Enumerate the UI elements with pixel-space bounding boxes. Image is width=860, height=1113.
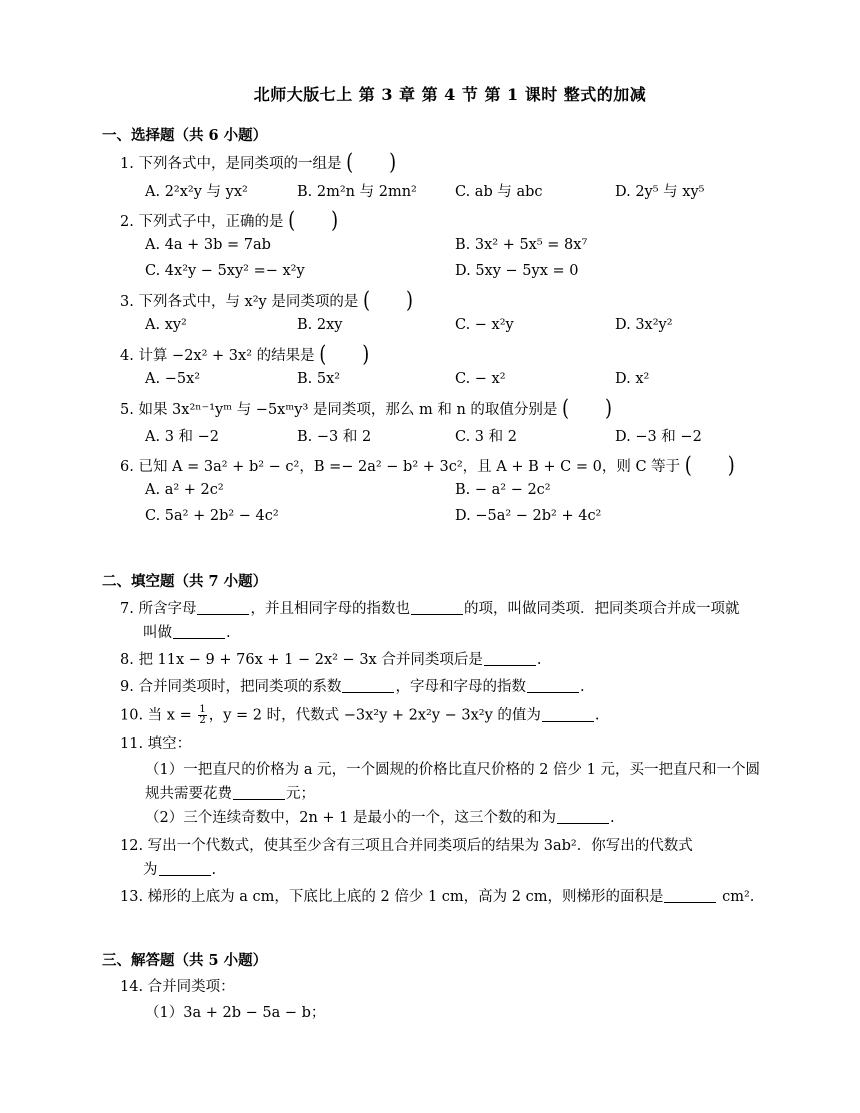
question-12-line2 — [143, 860, 216, 880]
fraction-numerator: 1 — [199, 704, 206, 715]
question-9-text: ，字母和字母的指数 — [395, 679, 526, 695]
option-c: C. − x² — [455, 371, 506, 387]
question-5-stem: 5. 如果 3x²ⁿ⁻¹yᵐ 与 −5xᵐy³ 是同类项，那么 m 和 n 的取值分别是 — [120, 402, 558, 418]
question-2-stem: 2. 下列式子中，正确的是 — [120, 214, 284, 230]
question-9 — [120, 677, 585, 697]
option-c: C. 4x²y − 5xy² =− x²y — [145, 263, 305, 279]
question-7-text: 7. 所含字母 — [120, 601, 197, 617]
question-13-text: 13. 梯形的上底为 a cm，下底比上底的 2 倍少 1 cm，高为 2 cm，则梯形的面积是 — [120, 889, 664, 905]
fraction-denominator: 2 — [199, 715, 206, 726]
question-2-options-row2 — [145, 263, 765, 283]
question-10-text: . — [594, 707, 600, 724]
answer-blank[interactable] — [664, 888, 716, 903]
question-7-text: ，并且相同字母的指数也 — [250, 601, 410, 617]
option-d: D. 3x²y² — [615, 317, 673, 333]
question-10-text: 10. 当 x = — [120, 707, 197, 724]
answer-paren: ( ) — [562, 395, 613, 422]
question-1-options — [145, 180, 765, 200]
option-d: D. x² — [615, 371, 650, 387]
question-6-options-row1 — [145, 482, 765, 502]
question-1 — [120, 149, 397, 176]
option-d: D. 5xy − 5yx = 0 — [455, 263, 579, 279]
question-7-line1 — [120, 599, 739, 619]
section-heading-fill: 二、填空题（共 7 小题） — [102, 573, 268, 590]
answer-blank[interactable] — [342, 678, 394, 693]
option-b: B. 3x² + 5x⁵ = 8x⁷ — [455, 237, 588, 253]
answer-blank[interactable] — [159, 861, 211, 876]
question-11-sub1-line2 — [145, 784, 315, 804]
answer-blank[interactable] — [542, 707, 594, 722]
question-13 — [120, 887, 754, 907]
answer-blank[interactable] — [557, 809, 609, 824]
option-a: A. −5x² — [145, 371, 201, 387]
question-3-stem: 3. 下列各式中，与 x²y 是同类项的是 — [120, 294, 359, 310]
question-8-text: . — [536, 652, 542, 668]
question-6-stem: 6. 已知 A = 3a² + b² − c²，B =− 2a² − b² + 3c²，且 A + B + C = 0，则 C 等于 — [120, 459, 681, 475]
option-a: A. 3 和 −2 — [145, 429, 220, 445]
answer-blank[interactable] — [484, 651, 536, 666]
question-6 — [120, 452, 735, 479]
question-7-line2 — [143, 623, 231, 643]
answer-paren: ( ) — [684, 452, 735, 479]
question-9-text: . — [579, 679, 585, 695]
answer-paren: ( ) — [362, 287, 413, 314]
question-13-text: cm². — [717, 889, 755, 905]
question-7-text: . — [226, 625, 231, 641]
question-5 — [120, 395, 613, 422]
question-4-options — [145, 371, 765, 391]
option-c: C. ab 与 abc — [455, 184, 543, 200]
page-title: 北师大版七上 第 3 章 第 4 节 第 1 课时 整式的加减 — [253, 85, 647, 104]
question-11-stem: 11. 填空： — [120, 736, 192, 752]
option-a: A. xy² — [145, 317, 187, 333]
answer-paren: ( ) — [346, 149, 397, 176]
answer-paren: ( ) — [319, 341, 370, 368]
question-7-text: 叫做 — [143, 625, 172, 641]
question-2 — [120, 207, 339, 234]
question-4 — [120, 341, 370, 368]
option-a: A. 2²x²y 与 yx² — [145, 184, 248, 200]
question-10-text: ，y = 2 时，代数式 −3x²y + 2x²y − 3x²y 的值为 — [208, 707, 541, 724]
question-11-text: 规共需要花费 — [145, 786, 232, 802]
question-14-stem: 14. 合并同类项： — [120, 979, 235, 995]
question-6-options-row2 — [145, 508, 765, 528]
option-b: B. 2xy — [297, 317, 343, 333]
option-d: D. −5a² − 2b² + 4c² — [455, 508, 602, 524]
answer-blank[interactable] — [411, 600, 463, 615]
question-11-text: 元； — [286, 786, 315, 802]
question-12-line1: 12. 写出一个代数式，使其至少含有三项且合并同类项后的结果为 3ab²．你写出的代数式 — [120, 838, 693, 854]
question-11-sub1-line1: （1）一把直尺的价格为 a 元，一个圆规的价格比直尺价格的 2 倍少 1 元，买一把直尺和一个圆 — [145, 762, 760, 778]
question-8 — [120, 650, 541, 670]
option-a: A. a² + 2c² — [145, 482, 224, 498]
answer-blank[interactable] — [197, 600, 249, 615]
option-b: B. −3 和 2 — [297, 429, 372, 445]
question-12-text: 为 — [143, 862, 158, 878]
question-4-stem: 4. 计算 −2x² + 3x² 的结果是 — [120, 348, 315, 364]
option-b: B. 5x² — [297, 371, 341, 387]
section-heading-solve: 三、解答题（共 5 小题） — [102, 952, 268, 969]
option-c: C. − x²y — [455, 317, 514, 333]
fraction-one-half — [198, 705, 206, 726]
option-d: D. −3 和 −2 — [615, 429, 702, 445]
question-2-options-row1 — [145, 237, 765, 257]
question-3-options — [145, 317, 765, 337]
answer-blank[interactable] — [233, 785, 285, 800]
question-7-text: 的项，叫做同类项．把同类项合并成一项就 — [463, 601, 740, 617]
question-12-text: . — [211, 862, 217, 878]
option-c: C. 5a² + 2b² − 4c² — [145, 508, 279, 524]
answer-paren: ( ) — [288, 207, 339, 234]
option-a: A. 4a + 3b = 7ab — [145, 237, 271, 253]
option-b: B. 2m²n 与 2mn² — [297, 184, 417, 200]
question-11-sub2 — [145, 808, 615, 828]
option-d: D. 2y⁵ 与 xy⁵ — [615, 184, 705, 200]
question-14-sub1: （1）3a + 2b − 5a − b； — [145, 1005, 326, 1021]
answer-blank[interactable] — [173, 624, 225, 639]
section-heading-choice: 一、选择题（共 6 小题） — [102, 127, 268, 144]
answer-blank[interactable] — [527, 678, 579, 693]
option-b: B. − a² − 2c² — [455, 482, 551, 498]
question-9-text: 9. 合并同类项时，把同类项的系数 — [120, 679, 342, 695]
question-11-text: （2）三个连续奇数中，2n + 1 是最小的一个，这三个数的和为 — [145, 810, 556, 826]
question-5-options — [145, 425, 765, 445]
question-8-text: 8. 把 11x − 9 + 76x + 1 − 2x² − 3x 合并同类项后是 — [120, 652, 483, 668]
question-3 — [120, 287, 413, 314]
question-11-text: . — [610, 810, 615, 826]
option-c: C. 3 和 2 — [455, 429, 517, 445]
question-1-stem: 1. 下列各式中，是同类项的一组是 — [120, 156, 342, 172]
question-10 — [120, 705, 600, 726]
